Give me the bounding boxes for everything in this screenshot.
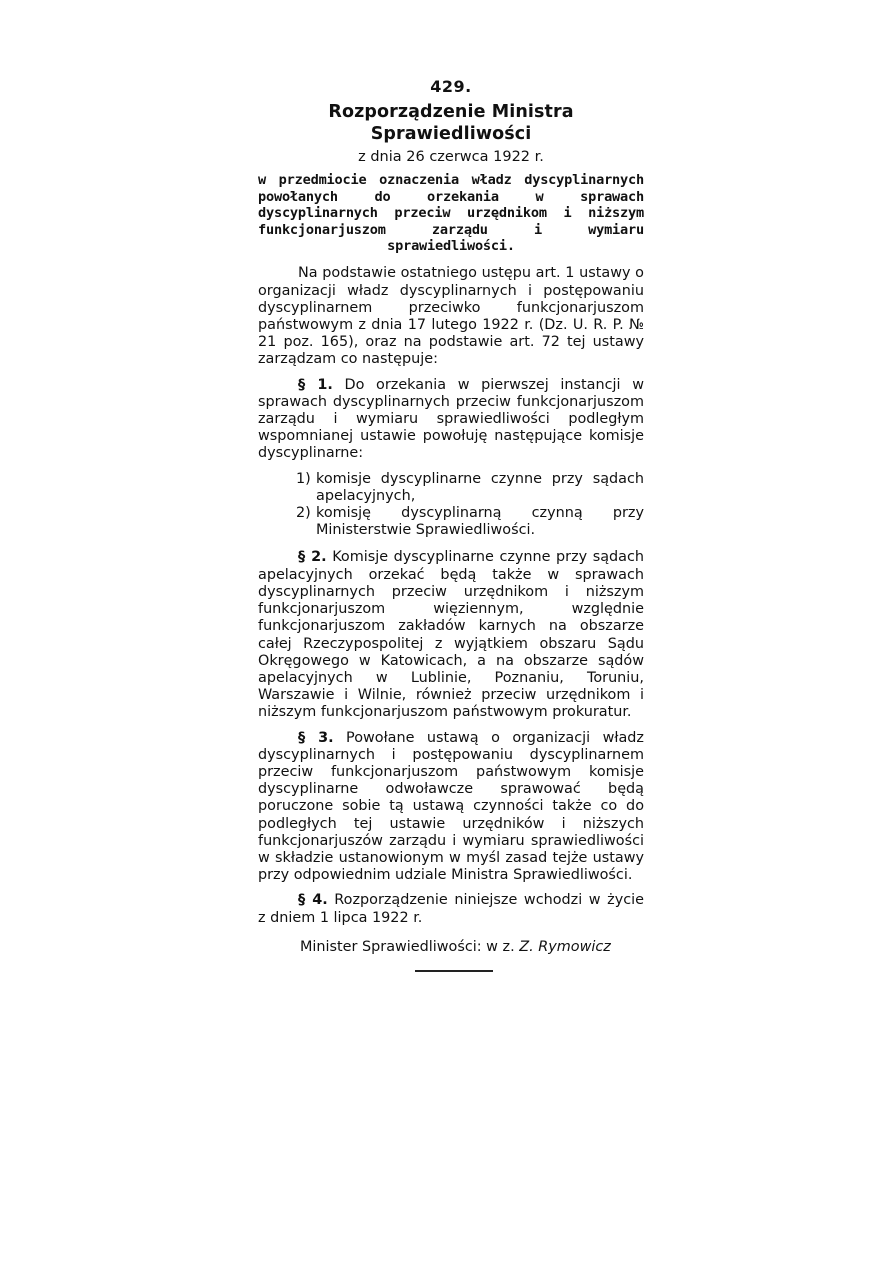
document-page [258,78,644,972]
document-title: Rozporządzenie Ministra Sprawiedliwości [328,102,574,145]
commission-list [258,471,644,540]
signature-prefix: Minister Sprawiedliwości: w z. [300,938,515,955]
list-item-number: 1) [296,470,311,487]
section-1-sign: § 1. [298,376,333,393]
section-3 [258,730,644,885]
section-3-text: Powołane ustawą o organizacji władz dyscyplinarnych i postępowaniu dyscyplinarnem przeciw funkcjonarjuszom państwowym komisje dyscyplinarne odwoławcze sprawować będą poruczone sobie tą ustawą czynności także co do podległych tej ustawie urzędników i niższych funkcjonarjuszów zarządu i wymiaru sprawiedliwości w składzie ustanowionym w myśl zasad tejże ustawy przy odpowiednim udziale Ministra Sprawiedliwości. [258,729,644,884]
section-2-text: Komisje dyscyplinarne czynne przy sądach apelacyjnych orzekać będą także w sprawach dyscyplinarnych przeciw urzędnikom i niższym funkcjonarjuszom więziennym, względnie funkcjonarjuszom zakładów karnych na obszarze całej Rzeczypospolitej z wyjątkiem obszaru Sądu Okręgowego w Katowicach, a na obszarze sądów apelacyjnych w Lublinie, Poznaniu, Toruniu, Warszawie i Wilnie, również przeciw urzędnikom i niższym funkcjonarjuszom państwowym prokuratur. [258,549,645,721]
section-4 [258,892,644,926]
section-2-sign: § 2. [298,549,327,566]
list-item [296,505,644,539]
section-4-sign: § 4. [298,892,328,909]
list-item-number: 2) [296,505,311,522]
section-1-text: Do orzekania w pierwszej instancji w sprawach dyscyplinarnych przeciw funkcjonarjuszom zarządu i wymiaru sprawiedliwości podległym wspomnianej ustawie powołuję następujące komisje dyscyplinarne: [258,376,644,462]
page-number: 429. [430,77,472,96]
preamble-paragraph: Na podstawie ostatniego ustępu art. 1 ustawy o organizacji władz dyscyplinarnych i postępowaniu dyscyplinarnem przeciwko funkcjonarjuszom państwowym z dnia 17 lutego 1922 r. (Dz. U. R. P. № 21 poz. 165), oraz na podstawie art. 72 tej ustawy zarządzam co następuje: [258,265,644,368]
list-item-text: komisję dyscyplinarną czynną przy Ministerstwie Sprawiedliwości. [316,505,644,539]
section-3-sign: § 3. [298,729,334,746]
signature-line [258,939,644,956]
list-item-text: komisje dyscyplinarne czynne przy sądach apelacyjnych, [316,470,644,504]
document-date: z dnia 26 czerwca 1922 r. [358,149,544,166]
section-2 [258,549,644,721]
closing-rule [415,970,493,972]
document-subject: w przedmiocie oznaczenia władz dyscyplinarnych powołanych do orzekania w sprawach dyscyplinarnych przeciw urzędnikom i niższym funkcjonarjuszom zarządu i wymiaru sprawiedliwości. [258,172,644,255]
section-4-text: Rozporządzenie niniejsze wchodzi w życie z dniem 1 lipca 1922 r. [258,892,644,926]
list-item [296,471,644,505]
section-1 [258,377,644,463]
signature-name: Z. Rymowicz [519,938,611,955]
